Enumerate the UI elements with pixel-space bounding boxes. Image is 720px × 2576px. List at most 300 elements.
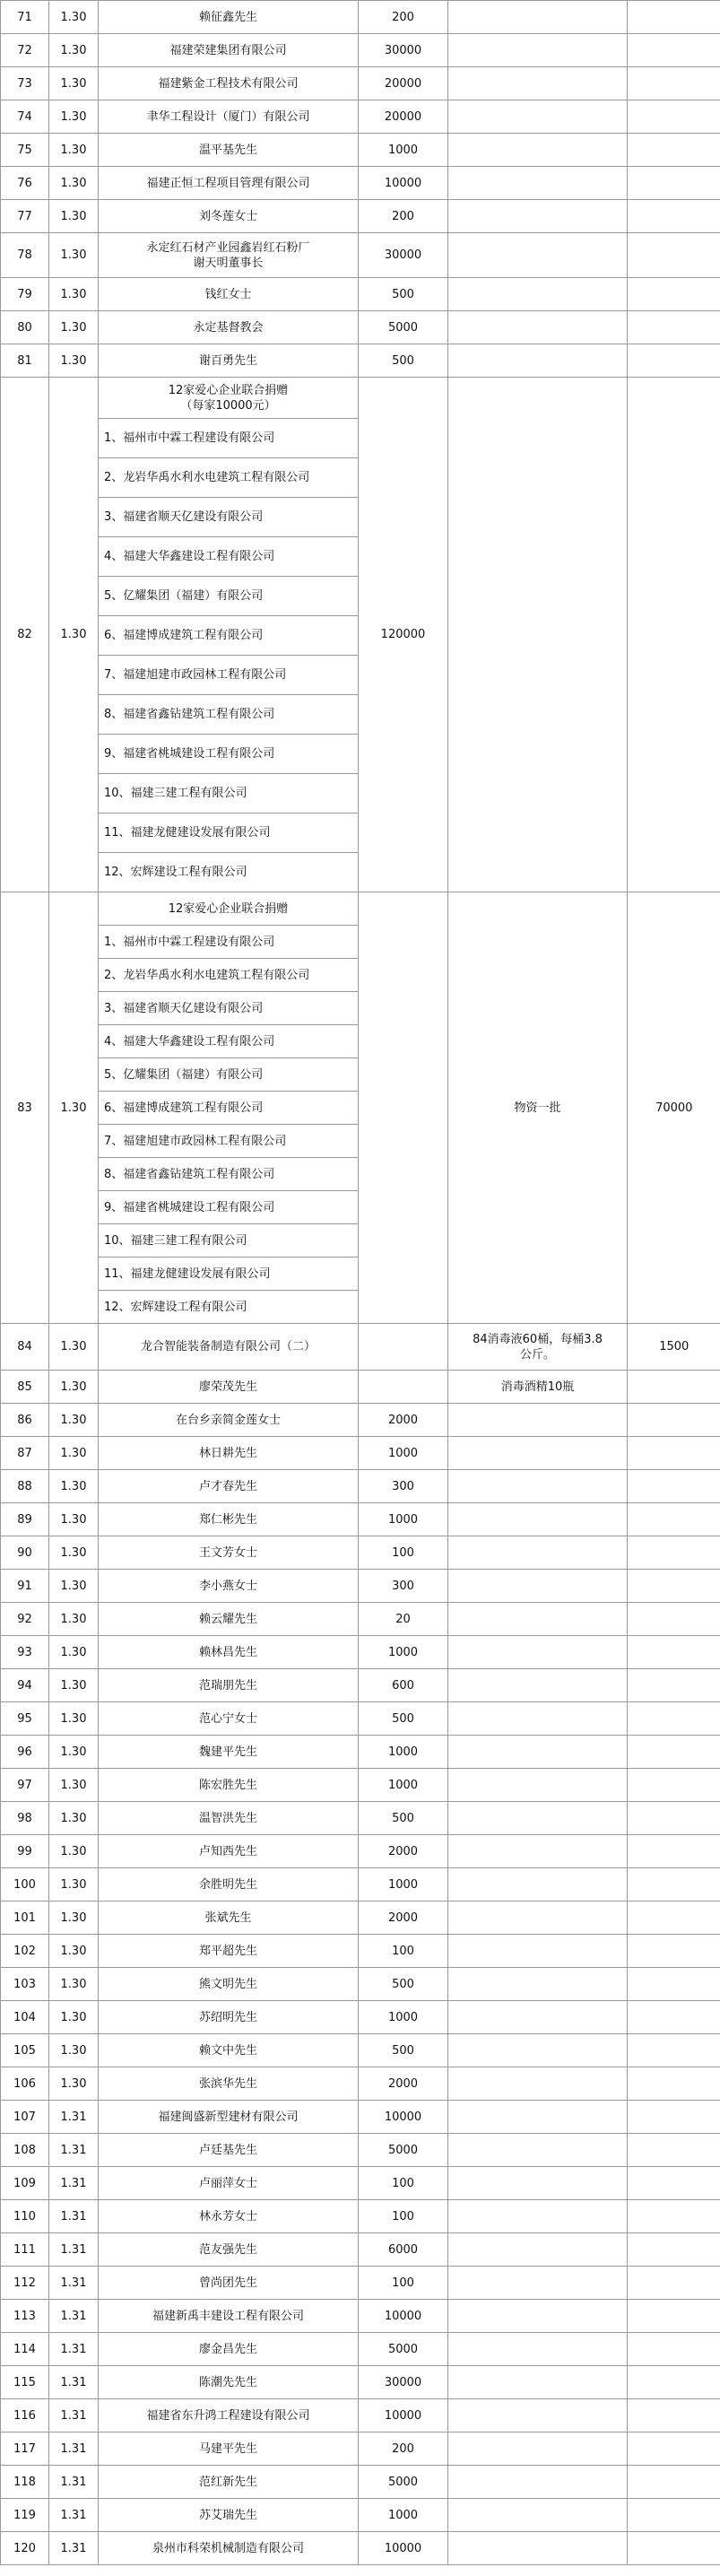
donor-name: 张滨华先生 bbox=[99, 2067, 359, 2101]
goods-value bbox=[628, 1371, 720, 1404]
goods-value bbox=[628, 2267, 720, 2300]
table-row bbox=[1, 1769, 720, 1802]
goods-value bbox=[628, 2499, 720, 2532]
donor-name: 廖荣茂先生 bbox=[99, 1371, 359, 1404]
row-number: 108 bbox=[1, 2134, 49, 2167]
donor-name-line: 永定红石材产业园鑫岩红石粉厂 bbox=[146, 240, 310, 255]
goods-value bbox=[628, 2233, 720, 2267]
goods-description bbox=[448, 2067, 628, 2101]
table-row bbox=[1, 1470, 720, 1503]
goods-description bbox=[448, 1669, 628, 1702]
goods-value bbox=[628, 278, 720, 311]
goods-value bbox=[628, 2034, 720, 2067]
row-number: 105 bbox=[1, 2034, 49, 2067]
row-number: 83 bbox=[1, 892, 49, 1324]
goods-value bbox=[628, 311, 720, 344]
table-row bbox=[1, 2466, 720, 2499]
goods-description bbox=[448, 2399, 628, 2432]
company-name: 5、亿耀集团（福建）有限公司 bbox=[99, 1058, 359, 1092]
row-date: 1.30 bbox=[49, 1935, 99, 1968]
cash-amount: 10000 bbox=[359, 2101, 448, 2134]
row-number: 87 bbox=[1, 1437, 49, 1470]
table-row bbox=[1, 1, 720, 34]
donor-name: 永定基督教会 bbox=[99, 311, 359, 344]
table-row bbox=[1, 344, 720, 378]
row-date: 1.31 bbox=[49, 2532, 99, 2565]
goods-value bbox=[628, 1636, 720, 1669]
company-name: 9、福建省桃城建设工程有限公司 bbox=[99, 735, 359, 774]
row-date: 1.30 bbox=[49, 1503, 99, 1536]
row-number: 107 bbox=[1, 2101, 49, 2134]
goods-value bbox=[628, 1935, 720, 1968]
row-number: 76 bbox=[1, 167, 49, 200]
row-number: 75 bbox=[1, 134, 49, 167]
goods-description bbox=[448, 2101, 628, 2134]
row-date: 1.30 bbox=[49, 311, 99, 344]
table-row bbox=[1, 1669, 720, 1702]
goods-description bbox=[448, 1935, 628, 1968]
table-row bbox=[1, 2432, 720, 2466]
row-date: 1.30 bbox=[49, 1702, 99, 1736]
donor-name: 温平基先生 bbox=[99, 134, 359, 167]
goods-value: 70000 bbox=[628, 892, 720, 1324]
row-date: 1.30 bbox=[49, 1835, 99, 1868]
goods-value bbox=[628, 2432, 720, 2466]
row-number: 90 bbox=[1, 1536, 49, 1570]
row-number: 98 bbox=[1, 1802, 49, 1835]
table-row bbox=[1, 311, 720, 344]
row-date: 1.30 bbox=[49, 167, 99, 200]
row-date: 1.30 bbox=[49, 1324, 99, 1371]
donor-name: 谢百勇先生 bbox=[99, 344, 359, 378]
goods-value bbox=[628, 1868, 720, 1902]
donor-name: 赖征鑫先生 bbox=[99, 1, 359, 34]
donor-name: 范红新先生 bbox=[99, 2466, 359, 2499]
table-row bbox=[1, 1404, 720, 1437]
table-row bbox=[1, 1437, 720, 1470]
row-number: 78 bbox=[1, 233, 49, 278]
donor-name: 福建闽盛新型建材有限公司 bbox=[99, 2101, 359, 2134]
donor-name: 李小燕女士 bbox=[99, 1570, 359, 1603]
joint-donation-title: 12家爱心企业联合捐赠 bbox=[168, 383, 289, 397]
cash-amount: 1000 bbox=[359, 1736, 448, 1769]
row-date: 1.30 bbox=[49, 1636, 99, 1669]
table-row bbox=[1, 1371, 720, 1404]
row-number: 96 bbox=[1, 1736, 49, 1769]
goods-value bbox=[628, 1769, 720, 1802]
table-row bbox=[1, 1935, 720, 1968]
goods-description bbox=[448, 1, 628, 34]
goods-value bbox=[628, 1503, 720, 1536]
goods-description bbox=[448, 2366, 628, 2399]
row-number: 72 bbox=[1, 34, 49, 67]
cash-amount: 5000 bbox=[359, 311, 448, 344]
row-number: 74 bbox=[1, 100, 49, 134]
goods-description bbox=[448, 200, 628, 233]
row-date: 1.31 bbox=[49, 2134, 99, 2167]
donor-name bbox=[99, 233, 359, 278]
company-name: 7、福建旭建市政园林工程有限公司 bbox=[99, 656, 359, 695]
table-row bbox=[1, 1636, 720, 1669]
goods-value bbox=[628, 34, 720, 67]
goods-value bbox=[628, 1404, 720, 1437]
donor-name: 郑仁彬先生 bbox=[99, 1503, 359, 1536]
donor-name: 范心宁女士 bbox=[99, 1702, 359, 1736]
row-date: 1.31 bbox=[49, 2200, 99, 2233]
table-row bbox=[1, 2399, 720, 2432]
goods-line: 公斤。 bbox=[519, 1347, 555, 1362]
goods-value bbox=[628, 2532, 720, 2565]
row-date: 1.30 bbox=[49, 2067, 99, 2101]
cash-amount bbox=[359, 1324, 448, 1371]
cash-amount: 100 bbox=[359, 2200, 448, 2233]
goods-description bbox=[448, 311, 628, 344]
row-date: 1.30 bbox=[49, 1536, 99, 1570]
table-row bbox=[1, 1868, 720, 1902]
cash-amount: 1000 bbox=[359, 2001, 448, 2034]
cash-amount: 200 bbox=[359, 2432, 448, 2466]
row-number: 82 bbox=[1, 378, 49, 892]
cash-amount: 120000 bbox=[359, 378, 448, 892]
goods-line: 84消毒液60桶，每桶3.8 bbox=[473, 1332, 603, 1346]
cash-amount: 10000 bbox=[359, 2399, 448, 2432]
cash-amount: 500 bbox=[359, 1968, 448, 2001]
donor-name: 卢丽萍女士 bbox=[99, 2167, 359, 2200]
goods-description bbox=[448, 233, 628, 278]
donor-name: 赖林昌先生 bbox=[99, 1636, 359, 1669]
cash-amount: 5000 bbox=[359, 2466, 448, 2499]
donor-name: 刘冬莲女士 bbox=[99, 200, 359, 233]
table-row bbox=[1, 200, 720, 233]
goods-description bbox=[448, 100, 628, 134]
row-number: 86 bbox=[1, 1404, 49, 1437]
goods-value bbox=[628, 2466, 720, 2499]
cash-amount: 1000 bbox=[359, 1437, 448, 1470]
table-row bbox=[1, 2366, 720, 2399]
company-name: 8、福建省鑫钻建筑工程有限公司 bbox=[99, 695, 359, 735]
goods-value: 1500 bbox=[628, 1324, 720, 1371]
table-row bbox=[1, 1968, 720, 2001]
goods-value bbox=[628, 1968, 720, 2001]
donor-name: 龙合智能装备制造有限公司（二） bbox=[99, 1324, 359, 1371]
company-name: 8、福建省鑫钻建筑工程有限公司 bbox=[99, 1158, 359, 1191]
goods-description bbox=[448, 2333, 628, 2366]
goods-description bbox=[448, 2001, 628, 2034]
row-number: 80 bbox=[1, 311, 49, 344]
joint-donation-header bbox=[99, 378, 359, 419]
company-name: 11、福建龙健建设发展有限公司 bbox=[99, 814, 359, 853]
row-number: 117 bbox=[1, 2432, 49, 2466]
company-name: 6、福建博成建筑工程有限公司 bbox=[99, 1092, 359, 1125]
table-row bbox=[1, 1603, 720, 1636]
goods-description bbox=[448, 344, 628, 378]
table-row bbox=[1, 100, 720, 134]
row-number: 110 bbox=[1, 2200, 49, 2233]
row-date: 1.30 bbox=[49, 2001, 99, 2034]
row-number: 71 bbox=[1, 1, 49, 34]
goods-value bbox=[628, 167, 720, 200]
row-number: 112 bbox=[1, 2267, 49, 2300]
donor-name: 聿华工程设计（厦门）有限公司 bbox=[99, 100, 359, 134]
goods-value bbox=[628, 1570, 720, 1603]
goods-description bbox=[448, 1835, 628, 1868]
company-name: 6、福建博成建筑工程有限公司 bbox=[99, 616, 359, 656]
row-number: 92 bbox=[1, 1603, 49, 1636]
goods-value bbox=[628, 1669, 720, 1702]
row-number: 103 bbox=[1, 1968, 49, 2001]
cash-amount: 10000 bbox=[359, 2532, 448, 2565]
donor-name: 陈潮先先生 bbox=[99, 2366, 359, 2399]
donor-name: 廖金昌先生 bbox=[99, 2333, 359, 2366]
joint-donation-note: （每家10000元） bbox=[180, 398, 276, 413]
row-number: 89 bbox=[1, 1503, 49, 1536]
row-date: 1.30 bbox=[49, 1570, 99, 1603]
row-date: 1.30 bbox=[49, 1669, 99, 1702]
cash-amount: 100 bbox=[359, 2167, 448, 2200]
goods-description bbox=[448, 1736, 628, 1769]
goods-description bbox=[448, 34, 628, 67]
row-date: 1.30 bbox=[49, 100, 99, 134]
table-row bbox=[1, 2034, 720, 2067]
company-name: 5、亿耀集团（福建）有限公司 bbox=[99, 577, 359, 616]
cash-amount: 1000 bbox=[359, 2499, 448, 2532]
table-row bbox=[1, 34, 720, 67]
donor-name: 温智洪先生 bbox=[99, 1802, 359, 1835]
table-row bbox=[1, 2101, 720, 2134]
donor-name: 陈宏胜先生 bbox=[99, 1769, 359, 1802]
table-row bbox=[1, 2067, 720, 2101]
table-row bbox=[1, 2499, 720, 2532]
goods-value bbox=[628, 1437, 720, 1470]
goods-description bbox=[448, 1536, 628, 1570]
row-date: 1.30 bbox=[49, 1437, 99, 1470]
row-number: 114 bbox=[1, 2333, 49, 2366]
goods-description bbox=[448, 2432, 628, 2466]
cash-amount: 300 bbox=[359, 1470, 448, 1503]
table-row bbox=[1, 892, 720, 926]
cash-amount: 20000 bbox=[359, 67, 448, 100]
row-number: 100 bbox=[1, 1868, 49, 1902]
table-row bbox=[1, 134, 720, 167]
table-row bbox=[1, 1503, 720, 1536]
goods-value bbox=[628, 1802, 720, 1835]
goods-description bbox=[448, 1404, 628, 1437]
table-row bbox=[1, 233, 720, 278]
row-date: 1.30 bbox=[49, 34, 99, 67]
goods-description bbox=[448, 1324, 628, 1371]
donor-name: 福建正恒工程项目管理有限公司 bbox=[99, 167, 359, 200]
donor-name: 曾尚团先生 bbox=[99, 2267, 359, 2300]
donor-name: 卢知西先生 bbox=[99, 1835, 359, 1868]
donor-name: 林永芳女士 bbox=[99, 2200, 359, 2233]
company-name: 1、福州市中霖工程建设有限公司 bbox=[99, 419, 359, 458]
row-date: 1.30 bbox=[49, 233, 99, 278]
row-number: 95 bbox=[1, 1702, 49, 1736]
goods-value bbox=[628, 1702, 720, 1736]
cash-amount: 5000 bbox=[359, 2333, 448, 2366]
donor-name: 张斌先生 bbox=[99, 1902, 359, 1935]
row-date: 1.30 bbox=[49, 378, 99, 892]
goods-value bbox=[628, 233, 720, 278]
row-number: 111 bbox=[1, 2233, 49, 2267]
cash-amount: 2000 bbox=[359, 1404, 448, 1437]
goods-description bbox=[448, 2167, 628, 2200]
cash-amount: 2000 bbox=[359, 2067, 448, 2101]
row-number: 84 bbox=[1, 1324, 49, 1371]
company-name: 10、福建三建工程有限公司 bbox=[99, 774, 359, 814]
company-name: 2、龙岩华禹水利水电建筑工程有限公司 bbox=[99, 458, 359, 498]
donor-name: 苏艾瑞先生 bbox=[99, 2499, 359, 2532]
row-date: 1.30 bbox=[49, 134, 99, 167]
goods-description bbox=[448, 167, 628, 200]
row-number: 91 bbox=[1, 1570, 49, 1603]
goods-value bbox=[628, 1835, 720, 1868]
goods-description bbox=[448, 134, 628, 167]
cash-amount: 6000 bbox=[359, 2233, 448, 2267]
table-row bbox=[1, 167, 720, 200]
goods-value bbox=[628, 378, 720, 892]
cash-amount: 30000 bbox=[359, 34, 448, 67]
row-number: 81 bbox=[1, 344, 49, 378]
row-number: 118 bbox=[1, 2466, 49, 2499]
table-row bbox=[1, 1802, 720, 1835]
donor-name: 林日耕先生 bbox=[99, 1437, 359, 1470]
goods-value bbox=[628, 1603, 720, 1636]
cash-amount: 2000 bbox=[359, 1835, 448, 1868]
cash-amount: 500 bbox=[359, 344, 448, 378]
goods-description bbox=[448, 1968, 628, 2001]
company-name: 12、宏辉建设工程有限公司 bbox=[99, 1291, 359, 1324]
row-date: 1.31 bbox=[49, 2366, 99, 2399]
table-row bbox=[1, 1324, 720, 1371]
goods-value bbox=[628, 2366, 720, 2399]
goods-description bbox=[448, 1702, 628, 1736]
goods-description bbox=[448, 1636, 628, 1669]
goods-value bbox=[628, 1902, 720, 1935]
cash-amount: 10000 bbox=[359, 167, 448, 200]
table-row bbox=[1, 278, 720, 311]
goods-description bbox=[448, 2466, 628, 2499]
goods-value bbox=[628, 2067, 720, 2101]
row-date: 1.30 bbox=[49, 67, 99, 100]
cash-amount: 100 bbox=[359, 2267, 448, 2300]
goods-description bbox=[448, 2233, 628, 2267]
goods-value bbox=[628, 344, 720, 378]
goods-value bbox=[628, 67, 720, 100]
row-date: 1.30 bbox=[49, 344, 99, 378]
goods-value bbox=[628, 134, 720, 167]
company-name: 12、宏辉建设工程有限公司 bbox=[99, 853, 359, 892]
goods-description: 消毒酒精10瓶 bbox=[448, 1371, 628, 1404]
row-number: 104 bbox=[1, 2001, 49, 2034]
row-number: 99 bbox=[1, 1835, 49, 1868]
table-row bbox=[1, 1702, 720, 1736]
cash-amount: 5000 bbox=[359, 2134, 448, 2167]
row-number: 93 bbox=[1, 1636, 49, 1669]
row-number: 102 bbox=[1, 1935, 49, 1968]
cash-amount: 10000 bbox=[359, 2300, 448, 2333]
cash-amount: 2000 bbox=[359, 1902, 448, 1935]
donor-name: 泉州市科荣机械制造有限公司 bbox=[99, 2532, 359, 2565]
row-date: 1.30 bbox=[49, 278, 99, 311]
row-number: 94 bbox=[1, 1669, 49, 1702]
table-row bbox=[1, 1902, 720, 1935]
row-number: 106 bbox=[1, 2067, 49, 2101]
donor-name: 王文芳女士 bbox=[99, 1536, 359, 1570]
row-date: 1.30 bbox=[49, 2034, 99, 2067]
row-number: 101 bbox=[1, 1902, 49, 1935]
table-row bbox=[1, 2001, 720, 2034]
cash-amount: 300 bbox=[359, 1570, 448, 1603]
cash-amount: 100 bbox=[359, 1536, 448, 1570]
row-date: 1.31 bbox=[49, 2167, 99, 2200]
company-name: 7、福建旭建市政园林工程有限公司 bbox=[99, 1125, 359, 1158]
goods-value bbox=[628, 2101, 720, 2134]
goods-description bbox=[448, 2499, 628, 2532]
table-row bbox=[1, 2134, 720, 2167]
goods-description bbox=[448, 2532, 628, 2565]
row-date: 1.30 bbox=[49, 1603, 99, 1636]
goods-value bbox=[628, 2167, 720, 2200]
goods-value bbox=[628, 1, 720, 34]
row-date: 1.31 bbox=[49, 2101, 99, 2134]
cash-amount: 200 bbox=[359, 200, 448, 233]
goods-value bbox=[628, 2333, 720, 2366]
row-date: 1.30 bbox=[49, 1802, 99, 1835]
goods-value bbox=[628, 200, 720, 233]
cash-amount: 30000 bbox=[359, 2366, 448, 2399]
goods-description bbox=[448, 1570, 628, 1603]
company-name: 11、福建龙健建设发展有限公司 bbox=[99, 1258, 359, 1291]
row-date: 1.30 bbox=[49, 200, 99, 233]
donor-name: 熊文明先生 bbox=[99, 1968, 359, 2001]
row-date: 1.31 bbox=[49, 2300, 99, 2333]
goods-value bbox=[628, 1736, 720, 1769]
table-row bbox=[1, 2267, 720, 2300]
goods-value bbox=[628, 1470, 720, 1503]
donor-name: 福建新禹丰建设工程有限公司 bbox=[99, 2300, 359, 2333]
goods-value bbox=[628, 2001, 720, 2034]
table-row bbox=[1, 2532, 720, 2565]
cash-amount: 500 bbox=[359, 2034, 448, 2067]
goods-description bbox=[448, 1802, 628, 1835]
donor-name: 郑平超先生 bbox=[99, 1935, 359, 1968]
goods-value bbox=[628, 100, 720, 134]
row-number: 97 bbox=[1, 1769, 49, 1802]
goods-description bbox=[448, 1769, 628, 1802]
goods-value bbox=[628, 1536, 720, 1570]
table-row bbox=[1, 1736, 720, 1769]
table-row bbox=[1, 2333, 720, 2366]
cash-amount: 1000 bbox=[359, 1503, 448, 1536]
goods-value bbox=[628, 2200, 720, 2233]
row-date: 1.30 bbox=[49, 1902, 99, 1935]
company-name: 1、福州市中霖工程建设有限公司 bbox=[99, 926, 359, 959]
table-row bbox=[1, 2233, 720, 2267]
donor-name: 马建平先生 bbox=[99, 2432, 359, 2466]
row-number: 119 bbox=[1, 2499, 49, 2532]
cash-amount: 100 bbox=[359, 1935, 448, 1968]
row-date: 1.31 bbox=[49, 2233, 99, 2267]
row-number: 120 bbox=[1, 2532, 49, 2565]
row-date: 1.30 bbox=[49, 1868, 99, 1902]
cash-amount: 500 bbox=[359, 1702, 448, 1736]
cash-amount bbox=[359, 1371, 448, 1404]
goods-value bbox=[628, 2300, 720, 2333]
goods-description bbox=[448, 67, 628, 100]
company-name: 9、福建省桃城建设工程有限公司 bbox=[99, 1191, 359, 1224]
row-number: 73 bbox=[1, 67, 49, 100]
